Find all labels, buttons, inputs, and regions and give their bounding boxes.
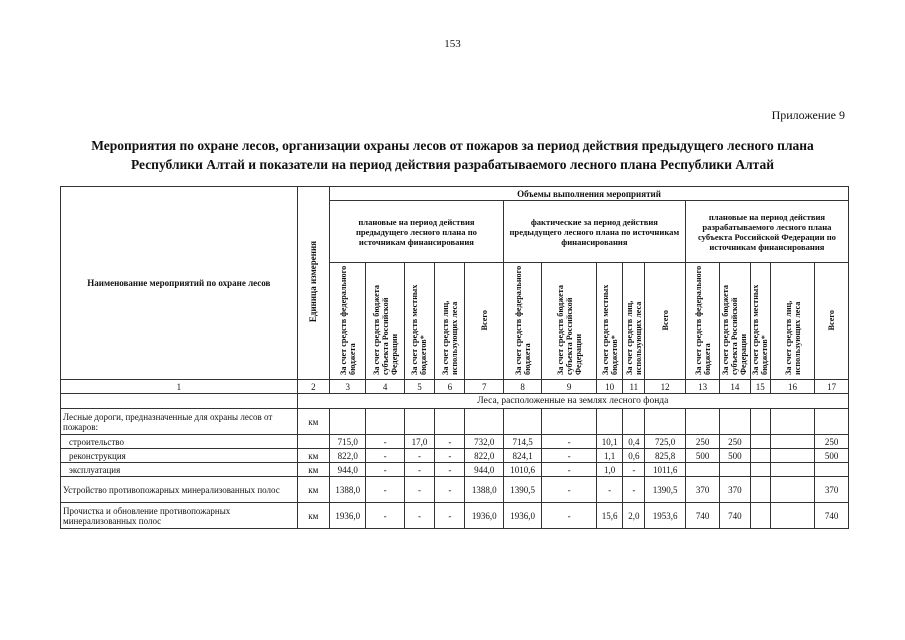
row-value-cell: 725,0	[645, 435, 685, 449]
row-value-cell: 825,8	[645, 449, 685, 463]
section-empty-cell	[61, 394, 298, 409]
row-name: Прочистка и обновление противопожарных минерализованных полос	[61, 503, 298, 529]
column-number-cell: 4	[366, 380, 404, 394]
row-value-cell	[435, 409, 465, 435]
row-value-cell	[770, 449, 814, 463]
row-value-cell: 370	[685, 477, 719, 503]
column-number-cell: 1	[61, 380, 298, 394]
row-value-cell	[330, 409, 366, 435]
row-value-cell	[770, 435, 814, 449]
row-value-cell: -	[542, 435, 597, 449]
row-value-cell: -	[435, 449, 465, 463]
row-value-cell: 250	[815, 435, 849, 449]
row-value-cell	[750, 449, 770, 463]
row-value-cell: 2,0	[623, 503, 645, 529]
row-value-cell: 1011,6	[645, 463, 685, 477]
header-local-2: За счет средств местных бюджетов*	[596, 263, 622, 380]
row-value-cell: 944,0	[330, 463, 366, 477]
header-group-planned-new: плановые на период действия разрабатываемого лесного плана субъекта Российской Федерации по источникам финансирования	[685, 201, 848, 263]
row-name: реконструкция	[61, 449, 298, 463]
row-value-cell	[366, 409, 404, 435]
row-value-cell: -	[435, 503, 465, 529]
header-group-planned-prev: плановые на период действия предыдущего лесного плана по источникам финансирования	[330, 201, 504, 263]
row-value-cell: -	[435, 477, 465, 503]
row-value-cell	[720, 463, 750, 477]
column-number-cell: 11	[623, 380, 645, 394]
row-name: Лесные дороги, предназначенные для охраны лесов от пожаров:	[61, 409, 298, 435]
column-number-cell: 9	[542, 380, 597, 394]
header-unit: Единица измерения	[297, 187, 329, 380]
row-value-cell: 740	[815, 503, 849, 529]
row-value-cell	[720, 409, 750, 435]
section-row	[61, 394, 849, 409]
column-number-cell: 7	[465, 380, 503, 394]
column-number-cell: 6	[435, 380, 465, 394]
row-value-cell: 1,1	[596, 449, 622, 463]
row-value-cell: -	[596, 477, 622, 503]
row-value-cell: 822,0	[465, 449, 503, 463]
row-value-cell: -	[435, 463, 465, 477]
row-name: строительство	[61, 435, 298, 449]
row-value-cell	[750, 503, 770, 529]
header-subject-3: За счет средств бюджета субъекта Российской Федерации	[720, 263, 750, 380]
row-value-cell: -	[542, 463, 597, 477]
header-federal-3: За счет средств федерального бюджета	[685, 263, 719, 380]
document-title: Мероприятия по охране лесов, организации охраны лесов от пожаров за период действия предыдущего лесного плана Республики Алтай и показатели на период действия разрабатываемого лесного плана Республики Алтай	[91, 138, 814, 172]
row-value-cell: 1388,0	[465, 477, 503, 503]
row-value-cell: -	[542, 449, 597, 463]
row-value-cell	[750, 409, 770, 435]
row-value-cell	[770, 409, 814, 435]
row-unit: км	[297, 409, 329, 435]
row-value-cell: -	[404, 449, 434, 463]
row-value-cell: -	[404, 463, 434, 477]
appendix-label: Приложение 9	[771, 108, 845, 122]
row-value-cell: 822,0	[330, 449, 366, 463]
row-value-cell: 500	[815, 449, 849, 463]
row-unit: км	[297, 503, 329, 529]
row-value-cell: -	[623, 463, 645, 477]
header-local-1: За счет средств местных бюджетов*	[404, 263, 434, 380]
header-name: Наименование мероприятий по охране лесов	[61, 187, 298, 380]
row-value-cell: 0,6	[623, 449, 645, 463]
row-value-cell: -	[366, 477, 404, 503]
row-value-cell	[685, 463, 719, 477]
header-local-3: За счет средств местных бюджетов*	[750, 263, 770, 380]
row-unit	[297, 435, 329, 449]
row-value-cell	[645, 409, 685, 435]
row-value-cell: -	[366, 503, 404, 529]
column-number-cell: 3	[330, 380, 366, 394]
row-value-cell: 715,0	[330, 435, 366, 449]
row-value-cell: 370	[815, 477, 849, 503]
row-value-cell: 824,1	[503, 449, 541, 463]
row-unit: км	[297, 449, 329, 463]
row-value-cell	[750, 435, 770, 449]
column-number-cell: 5	[404, 380, 434, 394]
column-number-cell: 12	[645, 380, 685, 394]
column-number-row	[61, 380, 849, 394]
row-value-cell	[770, 463, 814, 477]
row-value-cell	[815, 409, 849, 435]
row-value-cell	[750, 477, 770, 503]
row-value-cell: -	[404, 477, 434, 503]
row-value-cell: 740	[685, 503, 719, 529]
row-value-cell: 250	[720, 435, 750, 449]
row-value-cell	[770, 503, 814, 529]
row-value-cell: 1388,0	[330, 477, 366, 503]
column-number-cell: 14	[720, 380, 750, 394]
row-value-cell: 1010,6	[503, 463, 541, 477]
header-subject-1: За счет средств бюджета субъекта Российской Федерации	[366, 263, 404, 380]
row-name: Устройство противопожарных минерализованных полос	[61, 477, 298, 503]
header-persons-3: За счет средств лиц, использующих леса	[770, 263, 814, 380]
table-row	[61, 503, 849, 529]
row-value-cell: 1953,6	[645, 503, 685, 529]
row-value-cell: 1,0	[596, 463, 622, 477]
row-value-cell: 1936,0	[503, 503, 541, 529]
column-number-cell: 16	[770, 380, 814, 394]
page-number: 153	[444, 38, 461, 50]
row-value-cell	[465, 409, 503, 435]
row-value-cell: 732,0	[465, 435, 503, 449]
row-value-cell: 500	[685, 449, 719, 463]
row-unit: км	[297, 477, 329, 503]
header-subject-2: За счет средств бюджета субъекта Российской Федерации	[542, 263, 597, 380]
header-federal-2: За счет средств федерального бюджета	[503, 263, 541, 380]
header-group-actual-prev: фактические за период действия предыдущего лесного плана по источникам финансирования	[503, 201, 685, 263]
column-number-cell: 10	[596, 380, 622, 394]
table-row	[61, 409, 849, 435]
row-value-cell: -	[404, 503, 434, 529]
column-number-cell: 17	[815, 380, 849, 394]
table-row	[61, 449, 849, 463]
row-value-cell: 1936,0	[330, 503, 366, 529]
header-volumes: Объемы выполнения мероприятий	[330, 187, 849, 201]
row-value-cell: -	[542, 477, 597, 503]
row-value-cell: 944,0	[465, 463, 503, 477]
row-value-cell	[623, 409, 645, 435]
row-value-cell: 1390,5	[645, 477, 685, 503]
row-value-cell: 15,6	[596, 503, 622, 529]
row-value-cell	[770, 477, 814, 503]
row-value-cell	[503, 409, 541, 435]
row-value-cell: 500	[720, 449, 750, 463]
row-value-cell: 1936,0	[465, 503, 503, 529]
row-value-cell: -	[366, 435, 404, 449]
row-value-cell: 1390,5	[503, 477, 541, 503]
row-value-cell: 714,5	[503, 435, 541, 449]
header-total-3: Всего	[815, 263, 849, 380]
column-number-cell: 8	[503, 380, 541, 394]
column-number-cell: 2	[297, 380, 329, 394]
column-number-cell: 13	[685, 380, 719, 394]
header-persons-2: За счет средств лиц, использующих леса	[623, 263, 645, 380]
row-value-cell: 0,4	[623, 435, 645, 449]
table-row	[61, 477, 849, 503]
measures-table	[60, 186, 849, 529]
row-value-cell	[404, 409, 434, 435]
column-number-cell: 15	[750, 380, 770, 394]
row-name: эксплуатация	[61, 463, 298, 477]
row-value-cell	[815, 463, 849, 477]
row-value-cell	[542, 409, 597, 435]
row-value-cell: 370	[720, 477, 750, 503]
row-value-cell: 250	[685, 435, 719, 449]
row-value-cell	[750, 463, 770, 477]
header-total-2: Всего	[645, 263, 685, 380]
row-value-cell: -	[366, 463, 404, 477]
row-value-cell: 17,0	[404, 435, 434, 449]
row-value-cell: -	[542, 503, 597, 529]
row-value-cell	[685, 409, 719, 435]
header-federal-1: За счет средств федерального бюджета	[330, 263, 366, 380]
row-value-cell: -	[366, 449, 404, 463]
row-unit: км	[297, 463, 329, 477]
row-value-cell: 10,1	[596, 435, 622, 449]
section-title: Леса, расположенные на землях лесного фонда	[297, 394, 848, 409]
row-value-cell: 740	[720, 503, 750, 529]
header-persons-1: За счет средств лиц, использующих леса	[435, 263, 465, 380]
row-value-cell: -	[623, 477, 645, 503]
header-total-1: Всего	[465, 263, 503, 380]
row-value-cell	[596, 409, 622, 435]
table-row	[61, 463, 849, 477]
row-value-cell: -	[435, 435, 465, 449]
table-row	[61, 435, 849, 449]
